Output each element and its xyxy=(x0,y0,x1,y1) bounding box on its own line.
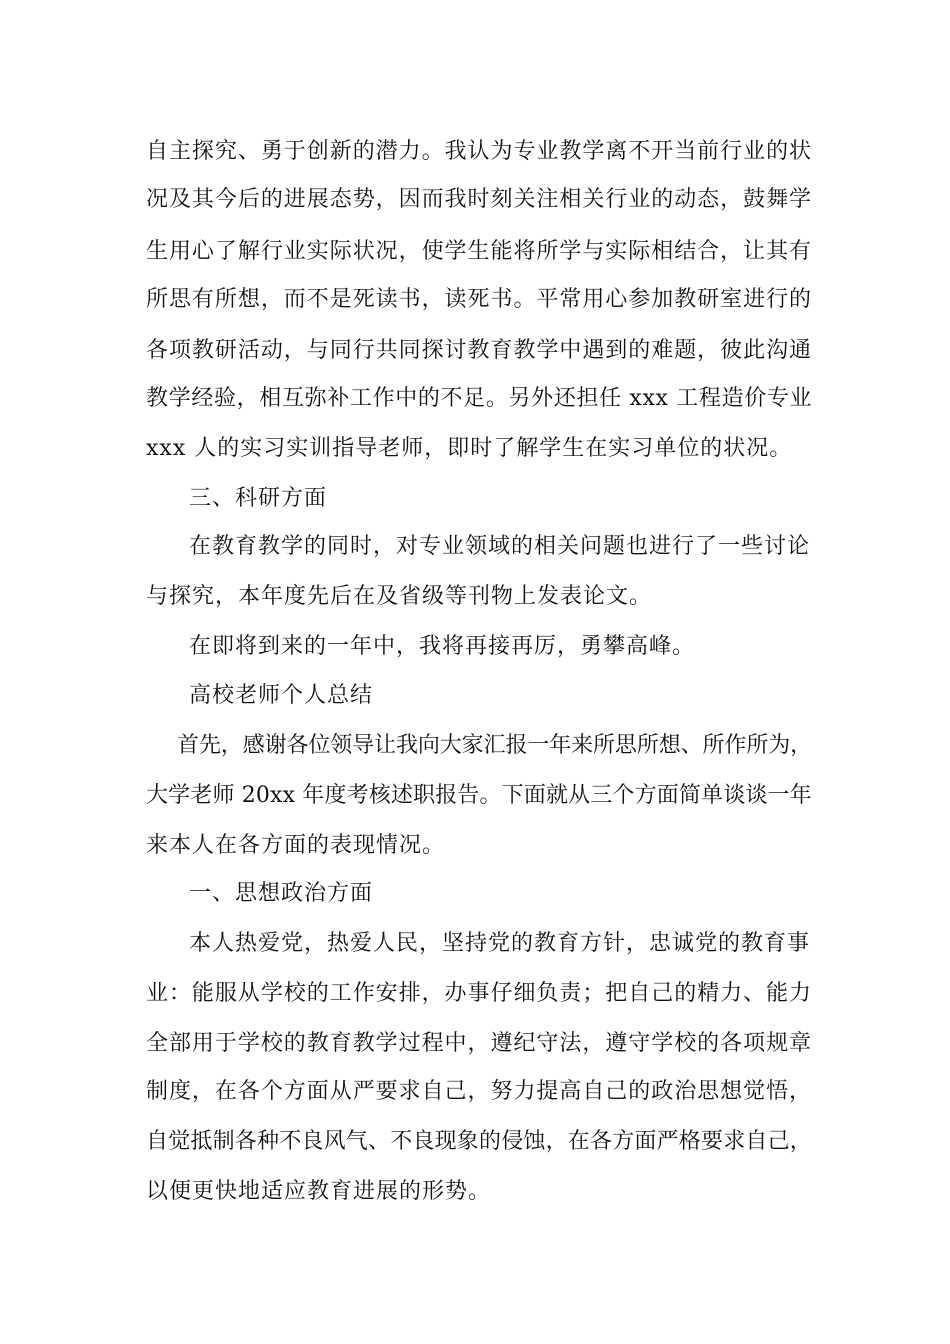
paragraph-line: 自觉抵制各种不良风气、不良现象的侵蚀，在各方面严格要求自己， xyxy=(146,1129,813,1154)
paragraph-line: 生用心了解行业实际状况，使学生能将所学与实际相结合，让其有 xyxy=(146,239,813,264)
paragraph-line: 业：能服从学校的工作安排，办事仔细负责；把自己的精力、能力 xyxy=(146,981,813,1006)
section-heading: 一、思想政治方面 xyxy=(189,881,374,906)
paragraph-line: xxx 人的实习实训指导老师，即时了解学生在实习单位的状况。 xyxy=(146,436,793,461)
section-heading: 三、科研方面 xyxy=(189,486,328,511)
paragraph-line: 大学老师 20xx 年度考核述职报告。下面就从三个方面简单谈谈一年 xyxy=(146,783,812,808)
paragraph-line: 本人热爱党，热爱人民，坚持党的教育方针，忠诚党的教育事 xyxy=(189,931,811,956)
paragraph-line: 自主探究、勇于创新的潜力。我认为专业教学离不开当前行业的状 xyxy=(146,139,813,164)
paragraph-line: 以便更快地适应教育进展的形势。 xyxy=(146,1179,492,1204)
paragraph-line: 来本人在各方面的表现情况。 xyxy=(146,833,446,858)
paragraph-line: 制度，在各个方面从严要求自己，努力提高自己的政治思想觉悟， xyxy=(146,1079,813,1104)
paragraph-line: 各项教研活动，与同行共同探讨教育教学中遇到的难题，彼此沟通 xyxy=(146,338,813,363)
paragraph-line: 在即将到来的一年中，我将再接再厉，勇攀高峰。 xyxy=(189,634,696,659)
paragraph-line: 与探究，本年度先后在及省级等刊物上发表论文。 xyxy=(146,584,653,609)
paragraph-line: 在教育教学的同时，对专业领域的相关问题也进行了一些讨论 xyxy=(189,534,811,559)
paragraph-line: 所思有所想，而不是死读书，读死书。平常用心参加教研室进行的 xyxy=(146,287,813,312)
paragraph-line: 全部用于学校的教育教学过程中，遵纪守法，遵守学校的各项规章 xyxy=(146,1031,813,1056)
paragraph-line: 教学经验，相互弥补工作中的不足。另外还担任 xxx 工程造价专业 xyxy=(146,386,813,411)
paragraph-line: 况及其今后的进展态势，因而我时刻关注相关行业的动态，鼓舞学 xyxy=(146,187,813,212)
paragraph-line: 首先，感谢各位领导让我向大家汇报一年来所思所想、所作所为， xyxy=(177,733,813,758)
document-title: 高校老师个人总结 xyxy=(189,683,374,708)
